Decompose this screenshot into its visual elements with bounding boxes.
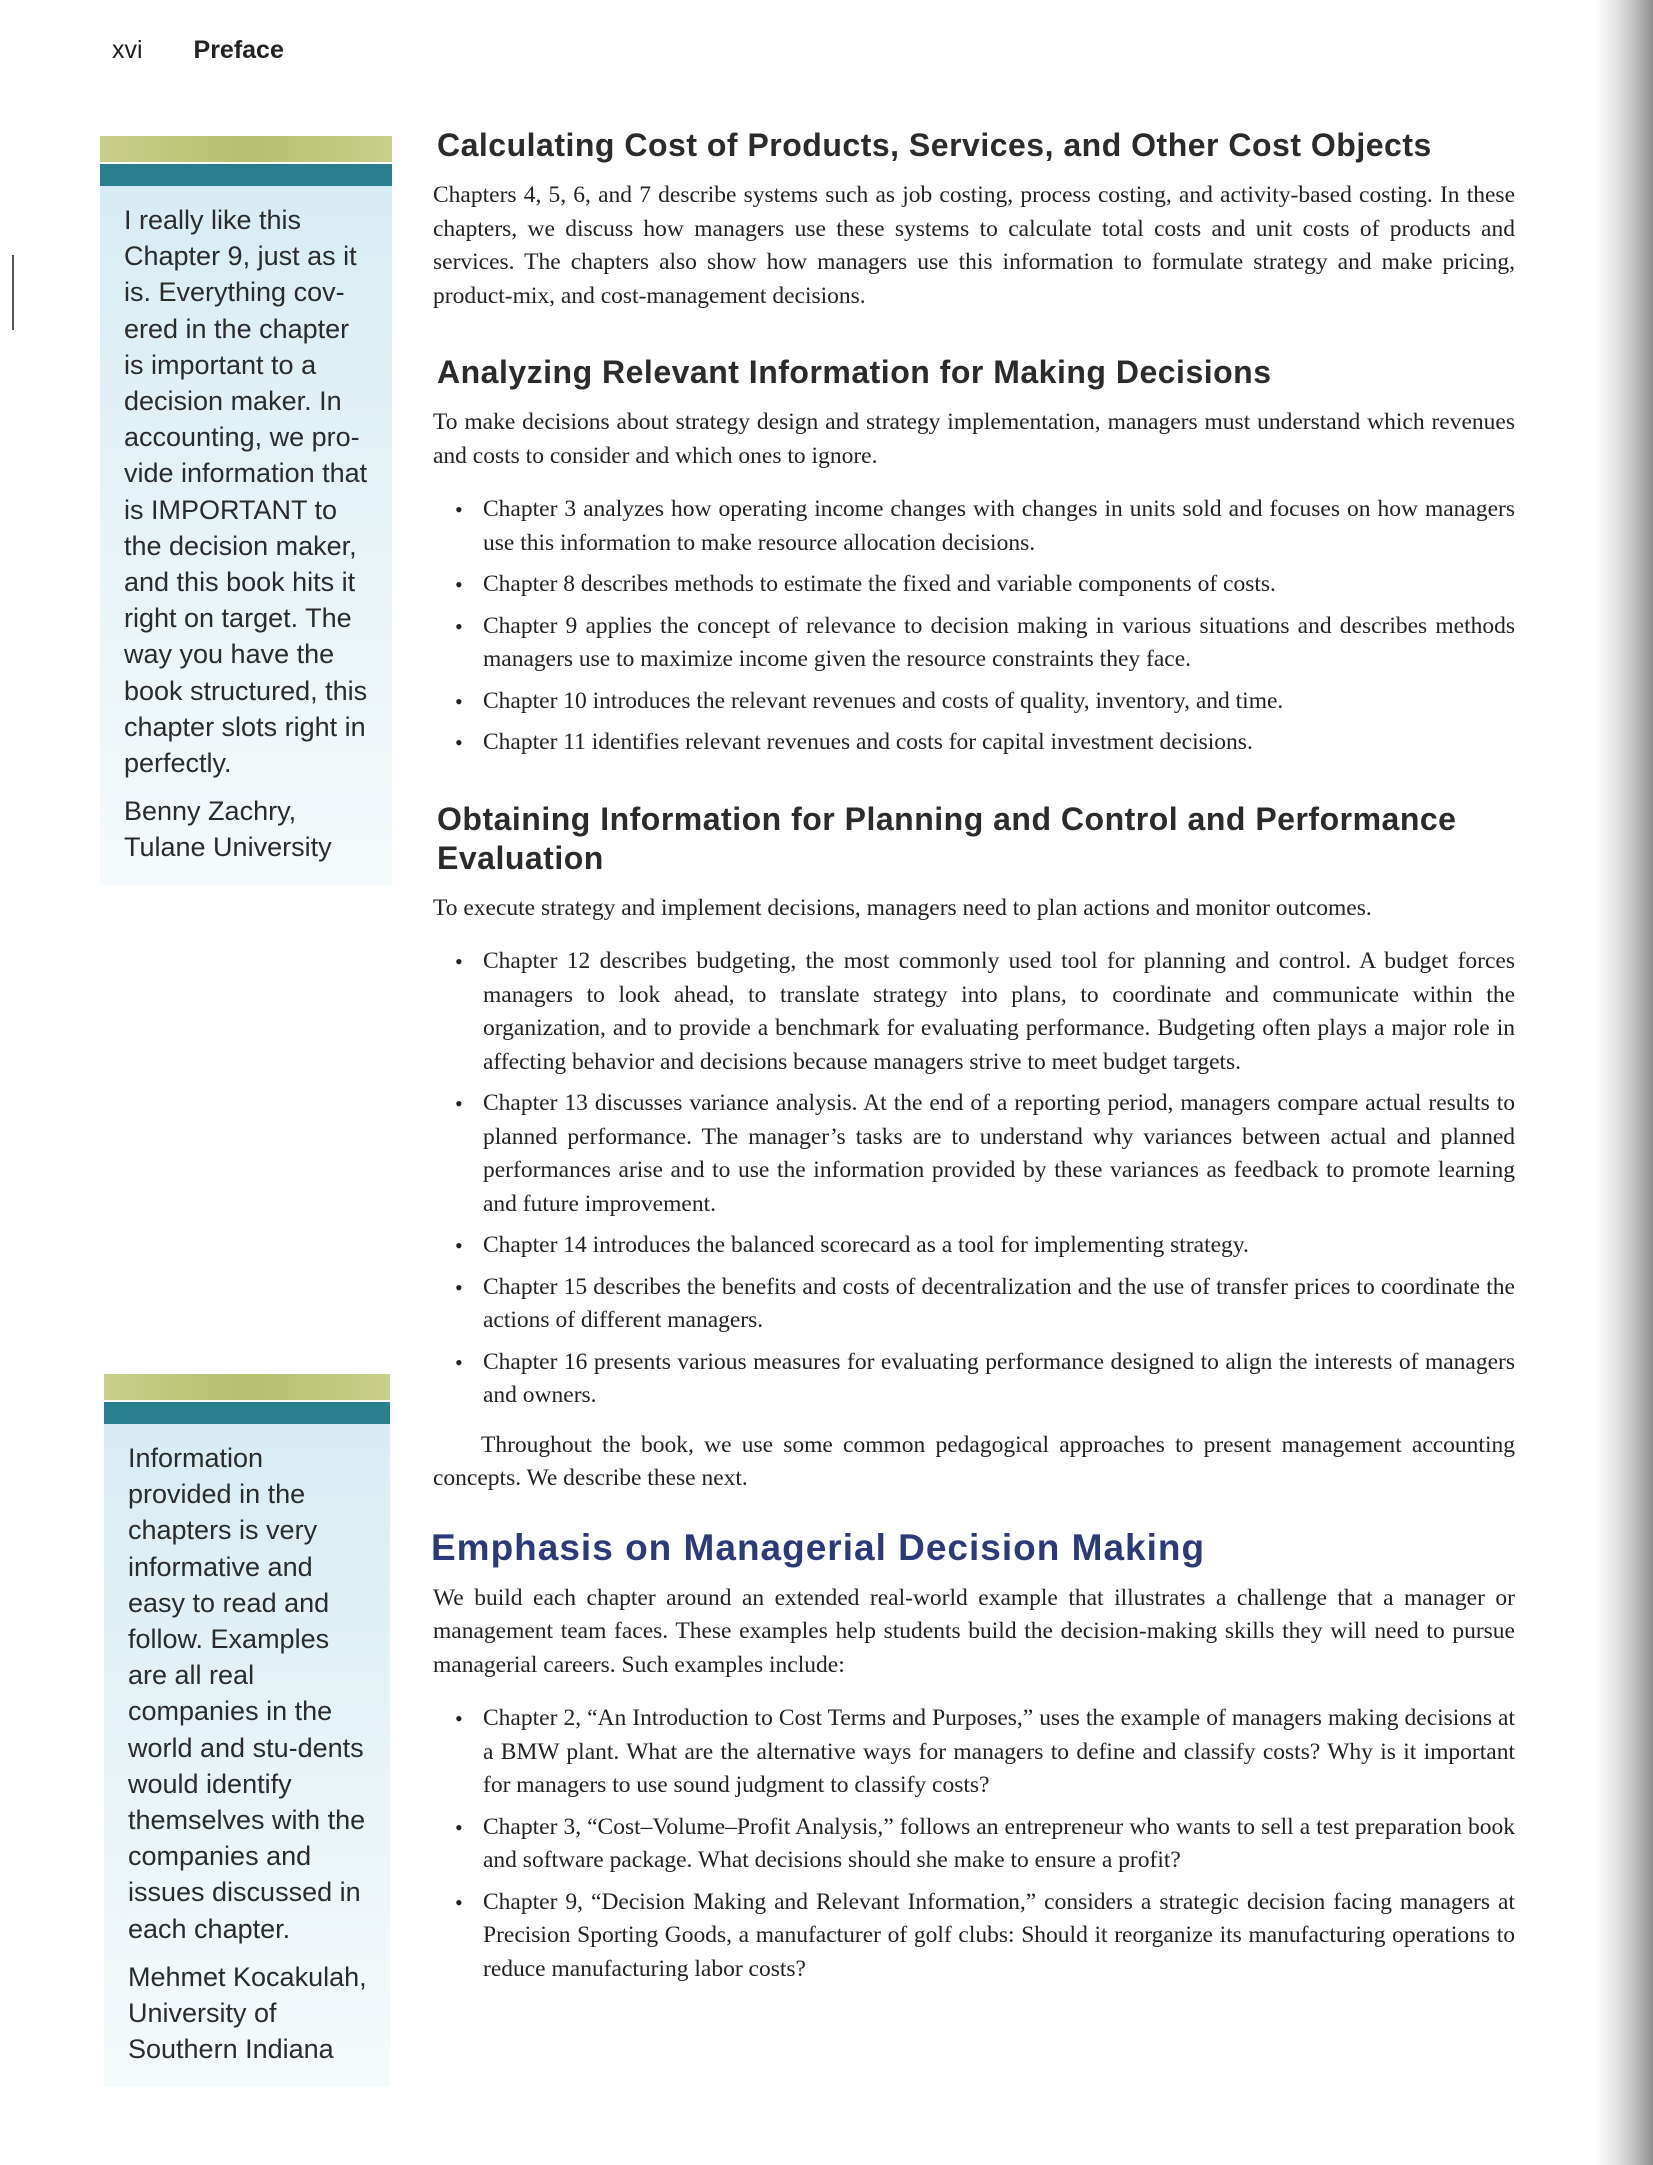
- bullet-list: [433, 493, 1515, 760]
- quote-text: I really like this Chapter 9, just as it is. Everything cov-ered in the chapter is important to a decision maker. In accounting, we pro-vide information that is IMPORTANT to the decision maker, and this book hits it right on target. The way you have the book structured, this chapter slots right in perfectly.: [124, 205, 368, 779]
- page-binding-shadow: [1595, 0, 1653, 2165]
- quote-body: [100, 186, 392, 886]
- section-heading: Analyzing Relevant Information for Making Decisions: [437, 354, 1272, 390]
- section-heading: Calculating Cost of Products, Services, and Other Cost Objects: [437, 127, 1432, 163]
- bullet-icon: •: [455, 1814, 463, 1840]
- bullet-icon: •: [455, 497, 463, 522]
- list-item: • Chapter 2, “An Introduction to Cost Terms and Purposes,” uses the example of managers making decisions at a BMW plant. What are the alternative ways for managers to define and classify costs? Why is it important for managers to use sound judgment to classify costs?: [433, 1702, 1515, 1803]
- list-item: • Chapter 14 introduces the balanced scorecard as a tool for implementing strategy.: [433, 1229, 1515, 1263]
- quote-author: Benny Zachry, Tulane University: [124, 796, 332, 863]
- sidebar-quote-1: [100, 136, 392, 886]
- list-item: • Chapter 13 discusses variance analysis. At the end of a reporting period, managers compare actual results to planned performance. The manager’s tasks are to understand why variances between actual and planned performances arise and to use the information provided by these variances as feedback to promote learning and future improvement.: [433, 1087, 1515, 1221]
- quote-teal-bar: [100, 164, 392, 186]
- list-item: • Chapter 11 identifies relevant revenues and costs for capital investment decisions.: [433, 726, 1515, 760]
- bullet-icon: •: [455, 1889, 463, 1915]
- section-planning-control: [433, 800, 1515, 1496]
- quote-text: Information provided in the chapters is very informative and easy to read and follow. Examples are all real companies in the world and stu-dents would identify themselves with the companies and issues discussed in each chapter.: [128, 1443, 366, 1944]
- list-item: • Chapter 9 applies the concept of relevance to decision making in various situations and describes methods managers use to maximize income given the resource constraints they face.: [433, 610, 1515, 677]
- list-item: • Chapter 3 analyzes how operating income changes with changes in units sold and focuses on how managers use this information to make resource allocation decisions.: [433, 493, 1515, 560]
- section-paragraph: We build each chapter around an extended real-world example that illustrates a challenge that a manager or management team faces. These examples help students build the decision-making skills they will need to pursue managerial careers. Such examples include:: [433, 1584, 1515, 1678]
- quote-olive-bar: [100, 136, 392, 162]
- margin-rule: [12, 255, 14, 330]
- list-item: • Chapter 10 introduces the relevant revenues and costs of quality, inventory, and time.: [433, 685, 1515, 719]
- section-paragraph: To make decisions about strategy design and strategy implementation, managers must understand which revenues and costs to consider and which ones to ignore.: [433, 409, 1515, 469]
- section-paragraph: To execute strategy and implement decisions, managers need to plan actions and monitor outcomes.: [433, 894, 1372, 921]
- list-item: • Chapter 8 describes methods to estimate the fixed and variable components of costs.: [433, 568, 1515, 602]
- closing-paragraph: Throughout the book, we use some common pedagogical approaches to present management accounting concepts. We describe these next.: [433, 1431, 1515, 1491]
- list-item: • Chapter 12 describes budgeting, the most commonly used tool for planning and control. A budget forces managers to look ahead, to translate strategy into plans, to coordinate and communicate within the organization, and to provide a benchmark for evaluating performance. Budgeting often plays a major role in affecting behavior and decisions because managers strive to meet budget targets.: [433, 945, 1515, 1079]
- bullet-icon: •: [455, 613, 463, 639]
- section-heading: Obtaining Information for Planning and Control and Performance Evaluation: [437, 800, 1457, 876]
- bullet-icon: •: [455, 949, 463, 974]
- section-calculating-cost: [433, 126, 1515, 313]
- list-item: • Chapter 15 describes the benefits and costs of decentralization and the use of transfer prices to coordinate the actions of different managers.: [433, 1271, 1515, 1338]
- quote-olive-bar: [104, 1374, 390, 1400]
- section-title: Preface: [193, 36, 284, 64]
- sidebar-quote-2: [104, 1374, 390, 2087]
- running-head: [112, 36, 284, 65]
- bullet-icon: •: [455, 1706, 463, 1731]
- quote-teal-bar: [104, 1402, 390, 1424]
- list-item: • Chapter 3, “Cost–Volume–Profit Analysis,” follows an entrepreneur who wants to sell a test preparation book and software package. What decisions should she make to ensure a profit?: [433, 1811, 1515, 1878]
- bullet-icon: •: [455, 1091, 463, 1116]
- bullet-list: [433, 1702, 1515, 1986]
- quote-body: [104, 1424, 390, 2087]
- list-item: • Chapter 9, “Decision Making and Relevant Information,” considers a strategic decision facing managers at Precision Sporting Goods, a manufacturer of golf clubs: Should it reorganize its manufacturing operations to reduce manufacturing labor costs?: [433, 1886, 1515, 1987]
- main-column: [433, 126, 1515, 1994]
- major-heading: Emphasis on Managerial Decision Making: [431, 1526, 1206, 1568]
- bullet-icon: •: [455, 730, 463, 755]
- page-number: xvi: [112, 36, 143, 64]
- quote-author: Mehmet Kocakulah, University of Southern Indiana: [128, 1961, 367, 2065]
- list-item: • Chapter 16 presents various measures for evaluating performance designed to align the interests of managers and owners.: [433, 1346, 1515, 1413]
- section-relevant-information: [433, 353, 1515, 760]
- bullet-icon: •: [455, 1233, 463, 1258]
- bullet-icon: •: [455, 688, 463, 714]
- bullet-icon: •: [455, 572, 463, 597]
- bullet-icon: •: [455, 1349, 463, 1375]
- section-emphasis-decision-making: [433, 1526, 1515, 1987]
- bullet-list: [433, 945, 1515, 1413]
- section-paragraph: Chapters 4, 5, 6, and 7 describe systems such as job costing, process costing, and activity-based costing. In these chapters, we discuss how managers use these systems to calculate total costs and unit costs of products and services. The chapters also show how managers use this information to formulate strategy and make pricing, product-mix, and cost-management decisions.: [433, 182, 1515, 309]
- bullet-icon: •: [455, 1274, 463, 1300]
